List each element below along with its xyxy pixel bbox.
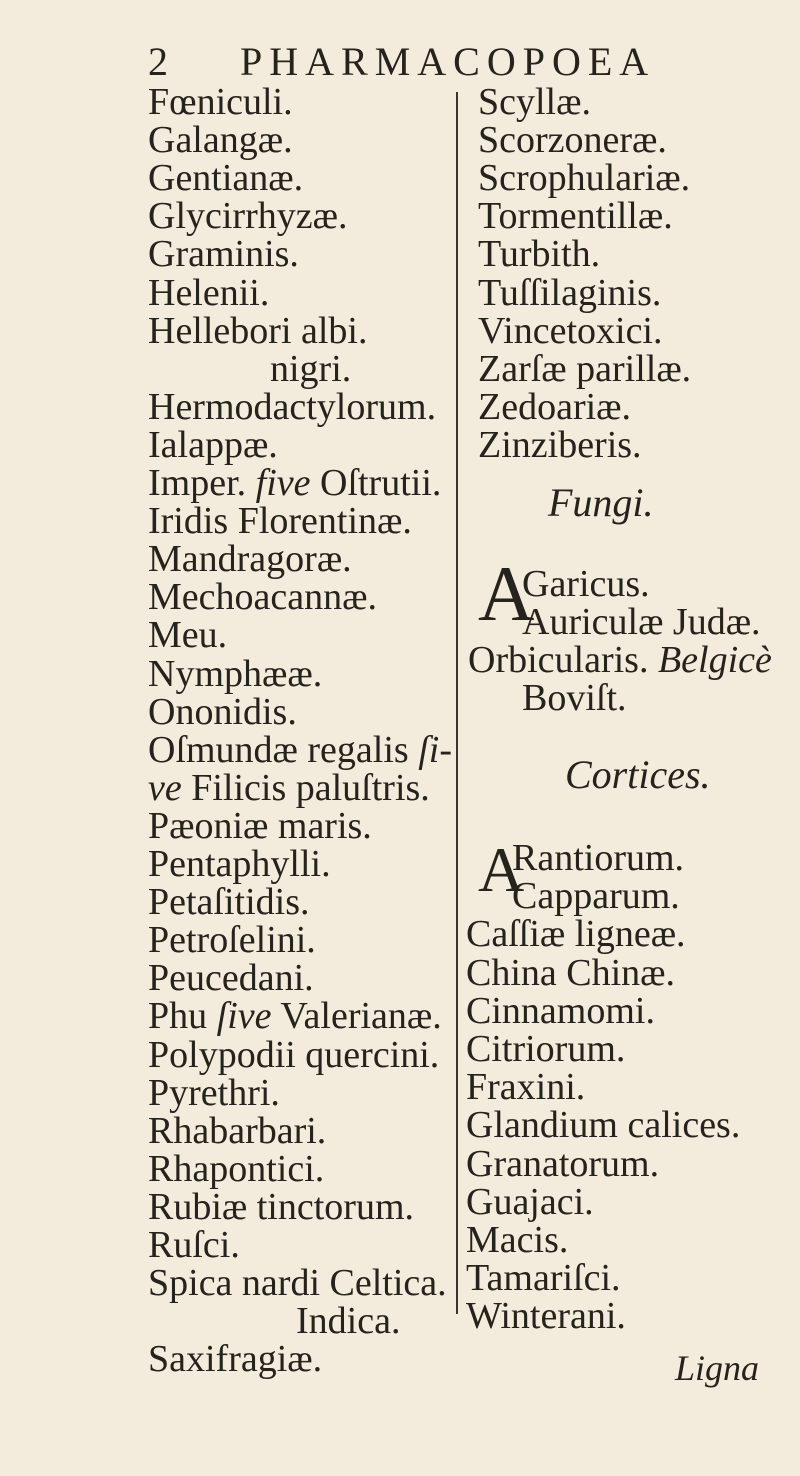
left-entry: Polypodii quercini. [148,1033,440,1076]
fungi-entry: Boviſt. [522,677,627,719]
left-entry: Galangæ. [148,119,293,162]
fungi-entry: Orbicularis. Belgicè [468,639,772,681]
cortices-entry: Capparum. [512,875,680,918]
left-entry: Indica. [296,1300,401,1343]
cortices-entry: Glandium calices. [466,1104,741,1147]
left-entry: Nymphææ. [148,652,323,695]
left-entry: Pæoniæ maris. [148,804,372,847]
left-entry: Pentaphylli. [148,843,331,885]
cortices-entry: Caſſiæ ligneæ. [466,913,686,956]
left-entry: Iridis Florentinæ. [148,500,412,543]
right-entry: Tuſſilaginis. [478,271,662,314]
left-entry: Hermodactylorum. [148,385,437,428]
right-entry: Tormentillæ. [478,195,673,238]
left-entry: Graminis. [148,233,299,276]
left-entry: Mechoacannæ. [148,576,377,619]
page-header [148,40,655,84]
drop-cap: A [478,834,525,905]
right-entry: Scyllæ. [478,81,591,123]
section-heading-cortices: Cortices. [565,752,711,797]
left-entry: Petaſitidis. [148,881,310,924]
right-entry: Turbith. [478,233,601,276]
left-entry: Oſmundæ regalis ſi- [148,728,452,771]
cortices-entry: Cinnamomi. [466,989,655,1032]
left-entry: ve Filicis paluſtris. [148,766,430,809]
left-entry: Peucedani. [148,957,314,1000]
cortices-entry: Winterani. [466,1295,626,1338]
left-entry: Fœniculi. [148,81,293,123]
right-entry: Scorzoneræ. [478,119,667,162]
left-entry: Ialappæ. [148,423,278,466]
left-entry: Spica nardi Celtica. [148,1262,447,1305]
right-entry: Zedoariæ. [478,385,632,428]
section-heading-fungi: Fungi. [548,480,654,525]
drop-cap: A [478,550,535,637]
left-entry: Saxifragiæ. [148,1338,323,1381]
right-entry: Scrophulariæ. [478,157,691,200]
fungi-entry: Auriculæ Judæ. [522,601,761,643]
catchword: Ligna [675,1348,760,1388]
left-entry: Ruſci. [148,1224,240,1266]
left-entry: Rubiæ tinctorum. [148,1185,414,1228]
column-divider [456,92,458,1314]
fungi-entry: Garicus. [522,563,650,605]
right-entry: Zinziberis. [478,423,642,466]
right-entry: Vincetoxici. [478,309,663,352]
left-entry: Phu ſive Valerianæ. [148,995,442,1038]
left-entry: Hellebori albi. [148,309,368,352]
cortices-entry: Macis. [466,1219,569,1261]
cortices-entry: Guajaci. [466,1180,594,1223]
right-entry: Zarſæ parillæ. [478,347,692,390]
left-entry: Helenii. [148,271,270,314]
left-entry: Meu. [148,614,228,657]
page-number: 2 [148,39,168,84]
left-entry: Glycirrhyzæ. [148,195,348,238]
cortices-entry: Citriorum. [466,1028,626,1070]
left-entry: Rhabarbari. [148,1109,327,1152]
running-head: PHARMACOPOEA [240,39,656,84]
cortices-entry: China Chinæ. [466,951,676,994]
left-entry: Gentianæ. [148,157,304,200]
left-entry: Mandragoræ. [148,538,352,581]
cortices-entry: Tamariſci. [466,1257,621,1300]
cortices-entry: Granatorum. [466,1142,660,1185]
left-entry: nigri. [270,347,352,390]
left-entry: Imper. five Oſtrutii. [148,462,442,504]
left-entry: Ononidis. [148,690,297,733]
left-entry: Rhapontici. [148,1147,325,1190]
left-entry: Pyrethri. [148,1071,280,1114]
cortices-entry: Rantiorum. [512,837,685,879]
left-entry: Petroſelini. [148,919,316,962]
cortices-entry: Fraxini. [466,1066,586,1109]
